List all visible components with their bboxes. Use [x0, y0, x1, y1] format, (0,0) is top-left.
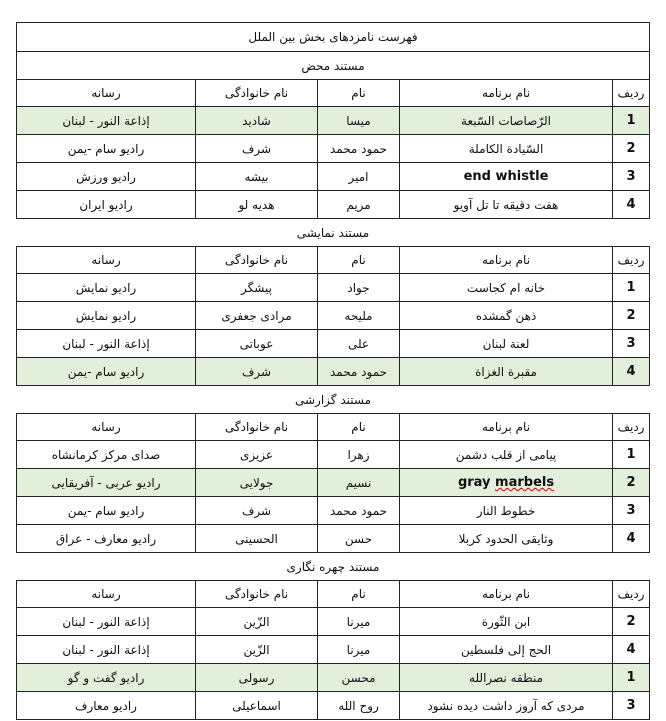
section-title: مستند چهره نگاری: [17, 553, 650, 581]
row-media: رادیو سام -یمن: [17, 497, 196, 525]
row-program: ابن الثّورة: [400, 608, 613, 636]
table-row: [17, 664, 650, 692]
row-family: الزّین: [196, 636, 318, 664]
section-title: مستند گزارشی: [17, 386, 650, 414]
row-family: مرادی جعفری: [196, 302, 318, 330]
row-family: الحسینی: [196, 525, 318, 553]
row-program: وثایقی الحدود کربلا: [400, 525, 613, 553]
row-media: إذاعة النور - لبنان: [17, 636, 196, 664]
row-media: رادیو سام -یمن: [17, 135, 196, 163]
table-row: [17, 107, 650, 135]
row-idx: 4: [613, 358, 650, 386]
row-program: مقبرة الغزاة: [400, 358, 613, 386]
row-idx: 2: [613, 608, 650, 636]
row-name: زهرا: [318, 441, 400, 469]
row-program: پیامی از قلب دشمن: [400, 441, 613, 469]
row-family: بیشه: [196, 163, 318, 191]
nominees-table: [16, 22, 650, 720]
row-media: رادیو سام -یمن: [17, 358, 196, 386]
row-name: روح الله: [318, 692, 400, 720]
header-family: نام خانوادگی: [196, 247, 318, 274]
row-name: نسیم: [318, 469, 400, 497]
header-name: نام: [318, 414, 400, 441]
section-title: مستند نمایشی: [17, 219, 650, 247]
table-row: [17, 135, 650, 163]
header-idx: ردیف: [613, 80, 650, 107]
row-name: حسن: [318, 525, 400, 553]
row-family: شادید: [196, 107, 318, 135]
table-row: [17, 163, 650, 191]
header-name: نام: [318, 247, 400, 274]
header-media: رسانه: [17, 414, 196, 441]
header-idx: ردیف: [613, 414, 650, 441]
nominees-sheet: [16, 22, 649, 720]
row-media: رادیو معارف: [17, 692, 196, 720]
row-program: ذهن گمشده: [400, 302, 613, 330]
table-row: [17, 497, 650, 525]
row-idx: 1: [613, 107, 650, 135]
row-program: خانه ام کجاست: [400, 274, 613, 302]
row-name: حمود محمد: [318, 497, 400, 525]
row-name: مریم: [318, 191, 400, 219]
row-program: gray marbels: [400, 469, 613, 497]
row-name: ملیحه: [318, 302, 400, 330]
section-title-row: [17, 553, 650, 581]
row-family: رسولی: [196, 664, 318, 692]
row-idx: 3: [613, 163, 650, 191]
row-family: شرف: [196, 358, 318, 386]
row-idx: 1: [613, 441, 650, 469]
header-media: رسانه: [17, 581, 196, 608]
row-family: پیشگر: [196, 274, 318, 302]
row-name: جواد: [318, 274, 400, 302]
row-idx: 1: [613, 664, 650, 692]
header-program: نام برنامه: [400, 414, 613, 441]
table-row: [17, 330, 650, 358]
row-program: end whistle: [400, 163, 613, 191]
row-idx: 2: [613, 302, 650, 330]
row-program: الحج إلی فلسطین: [400, 636, 613, 664]
row-name: میرنا: [318, 636, 400, 664]
header-program: نام برنامه: [400, 581, 613, 608]
header-media: رسانه: [17, 80, 196, 107]
table-row: [17, 636, 650, 664]
row-family: عزیزی: [196, 441, 318, 469]
row-name: محسن: [318, 664, 400, 692]
table-row: [17, 302, 650, 330]
header-program: نام برنامه: [400, 80, 613, 107]
header-row: [17, 80, 650, 107]
header-media: رسانه: [17, 247, 196, 274]
section-title-row: [17, 386, 650, 414]
row-family: جولایی: [196, 469, 318, 497]
row-idx: 4: [613, 636, 650, 664]
row-program: منطقه نصرالله: [400, 664, 613, 692]
row-media: رادیو عربی - آفریقایی: [17, 469, 196, 497]
header-idx: ردیف: [613, 247, 650, 274]
table-row: [17, 525, 650, 553]
row-idx: 2: [613, 469, 650, 497]
table-row: [17, 441, 650, 469]
section-title-row: [17, 219, 650, 247]
row-name: میسا: [318, 107, 400, 135]
row-idx: 4: [613, 525, 650, 553]
table-row: [17, 191, 650, 219]
row-program: مردی که آروز داشت دیده نشود: [400, 692, 613, 720]
row-family: الزّین: [196, 608, 318, 636]
row-idx: 3: [613, 330, 650, 358]
row-family: هدیه لو: [196, 191, 318, 219]
table-row: [17, 274, 650, 302]
row-media: صدای مرکز کرمانشاه: [17, 441, 196, 469]
row-family: عوباتی: [196, 330, 318, 358]
table-row: [17, 358, 650, 386]
row-name: حمود محمد: [318, 135, 400, 163]
row-idx: 2: [613, 135, 650, 163]
header-row: [17, 247, 650, 274]
row-program: هفت دقیقه تا تل آویو: [400, 191, 613, 219]
row-program: السّیادة الکاملة: [400, 135, 613, 163]
header-family: نام خانوادگی: [196, 414, 318, 441]
row-name: امیر: [318, 163, 400, 191]
row-name: حمود محمد: [318, 358, 400, 386]
table-row: [17, 692, 650, 720]
header-family: نام خانوادگی: [196, 581, 318, 608]
page-title: فهرست نامزدهای بخش بین الملل: [17, 23, 650, 52]
row-name: میرنا: [318, 608, 400, 636]
row-media: رادیو گفت و گو: [17, 664, 196, 692]
table-title-row: [17, 23, 650, 52]
header-name: نام: [318, 581, 400, 608]
row-media: رادیو نمایش: [17, 302, 196, 330]
row-media: رادیو نمایش: [17, 274, 196, 302]
section-title-row: [17, 52, 650, 80]
spellcheck-word: marbels: [495, 475, 555, 490]
row-idx: 3: [613, 692, 650, 720]
row-program: خطوط النار: [400, 497, 613, 525]
table-row: [17, 469, 650, 497]
row-name: علی: [318, 330, 400, 358]
header-family: نام خانوادگی: [196, 80, 318, 107]
row-media: رادیو ورزش: [17, 163, 196, 191]
row-media: رادیو ایران: [17, 191, 196, 219]
row-family: اسماعیلی: [196, 692, 318, 720]
row-media: إذاعة النور - لبنان: [17, 608, 196, 636]
header-idx: ردیف: [613, 581, 650, 608]
header-program: نام برنامه: [400, 247, 613, 274]
row-program: الرّصاصات السّبعة: [400, 107, 613, 135]
header-row: [17, 414, 650, 441]
row-media: رادیو معارف - عراق: [17, 525, 196, 553]
row-media: إذاعة النور - لبنان: [17, 107, 196, 135]
row-program: لعنة لبنان: [400, 330, 613, 358]
table-row: [17, 608, 650, 636]
section-title: مستند محض: [17, 52, 650, 80]
row-family: شرف: [196, 497, 318, 525]
row-family: شرف: [196, 135, 318, 163]
header-row: [17, 581, 650, 608]
row-idx: 1: [613, 274, 650, 302]
header-name: نام: [318, 80, 400, 107]
row-idx: 4: [613, 191, 650, 219]
row-media: إذاعة النور - لبنان: [17, 330, 196, 358]
row-idx: 3: [613, 497, 650, 525]
